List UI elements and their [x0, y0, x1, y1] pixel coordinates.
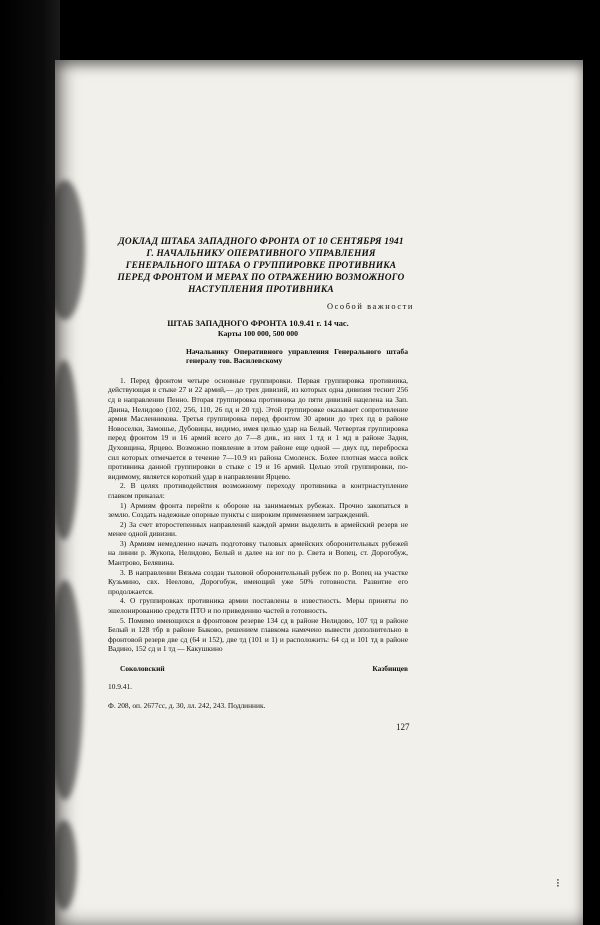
signature-right: Казбинцев [372, 664, 408, 673]
scan-smudge [45, 180, 85, 320]
paragraph: 4. О группировках противника армии поставлены в известность. Меры приняты по эшелонированию средств ПТО и по приведению частей в готовность. [108, 596, 408, 616]
paragraph: 5. Помимо имеющихся в фронтовом резерве 134 сд в районе Нелидово, 107 тд в районе Белый и 128 тбр в районе Быково, решением главкома намечено вывести дополнительно в фронтовой резерв две сд (64 и 152), две тд (101 и 1) и расположить: 64 сд и 101 тд в районе Вадино, 152 сд и 1 тд — Какушкино [108, 615, 408, 654]
document-title: ДОКЛАД ШТАБА ЗАПАДНОГО ФРОНТА ОТ 10 СЕНТЯБРЯ 1941 Г. НАЧАЛЬНИКУ ОПЕРАТИВНОГО УПРАВЛЕНИЯ ГЕНЕРАЛЬНОГО ШТАБА О ГРУППИРОВКЕ ПРОТИВНИКА ПЕРЕД ФРОНТОМ И МЕРАХ ПО ОТРАЖЕНИЮ ВОЗМОЖНОГО НАСТУПЛЕНИЯ ПРОТИВНИКА [117, 237, 405, 295]
paragraph: 3. В направлении Вязьма создан тыловой оборонительный рубеж по р. Вопец на участке Кузьмино, свх. Неелово, Дорогобуж, имеющий уже 50% готовности. Развитие его продолжается. [108, 567, 408, 596]
signature-row [108, 664, 408, 674]
archive-source: Ф. 208, оп. 2677сс, д. 30, лл. 242, 243. Подлинник. [108, 701, 266, 711]
document-date: 10.9.41. [108, 681, 133, 691]
maps-line: Карты 100 000, 500 000 [217, 328, 299, 338]
paragraph: 1) Армиям фронта перейти к обороне на занимаемых рубежах. Прочно закопаться в землю. Создать надежные опорные пункты с широким применением заграждений. [108, 500, 408, 520]
paragraph: 2. В целях противодействия возможному переходу противника в контрнаступление главком приказал: [108, 481, 408, 500]
classification-mark: Особой важности [326, 302, 414, 311]
signature-left: Соколовский [120, 664, 165, 673]
scan-smudge [47, 580, 83, 800]
scan-smudge [49, 360, 79, 540]
document-body [108, 236, 414, 711]
page-number: 127 [396, 722, 410, 732]
scan-artifact: ⁝ [556, 876, 560, 890]
paragraph: 2) За счет второстепенных направлений каждой армии выделить в армейский резерв не менее одной дивизии. [108, 519, 408, 539]
hq-line: ШТАБ ЗАПАДНОГО ФРОНТА 10.9.41 г. 14 час. [167, 318, 349, 328]
scan-smudge [51, 820, 77, 910]
paragraph: 1. Перед фронтом четыре основные группировки. Первая группировка противника, действующая в стыке 27 и 22 армий,— до трех дивизий, из которых одна дивизия теснит 256 сд в направлении Пенно. Вторая группировка противника до пяти дивизий нацелена на Зап. Двина, Нелидово (102, 256, 110, 26 пд и 20 тд). Этой группировке оказывает сопротивление армия Масленникова. Третья группировка перед фронтом 30 армии до трех пд в районе Новоселки, Замошье, Дубовицы, видимо, имея целью удар на Белый. Четвертая группировка перед фронтом 19 и 16 армий всего до 7—8 див., из них 1 тд и 1 мд в районе Задня, Духовщина, Ярцево. Возможно появление в этом районе еще одной — двух пд, переброска сил которых отмечается в течение 7—10.9 из района Смоленск. Более плотная масса войск противника данной группировки в стыке с 19 и 16 армий. Целью этой группировки, по-видимому, является короткий удар в направлении Ярцево. [108, 375, 408, 481]
addressee: Начальнику Оперативного управления Генерального штаба генералу тов. Василевскому [186, 346, 408, 366]
paragraph: 3) Армиям немедленно начать подготовку тыловых армейских оборонительных рубежей на линии р. Жукопа, Нелидово, Белый и далее на юг по р. Света и Вопец, ст. Дорогобуж, Мантрово, Белявина. [108, 538, 408, 568]
